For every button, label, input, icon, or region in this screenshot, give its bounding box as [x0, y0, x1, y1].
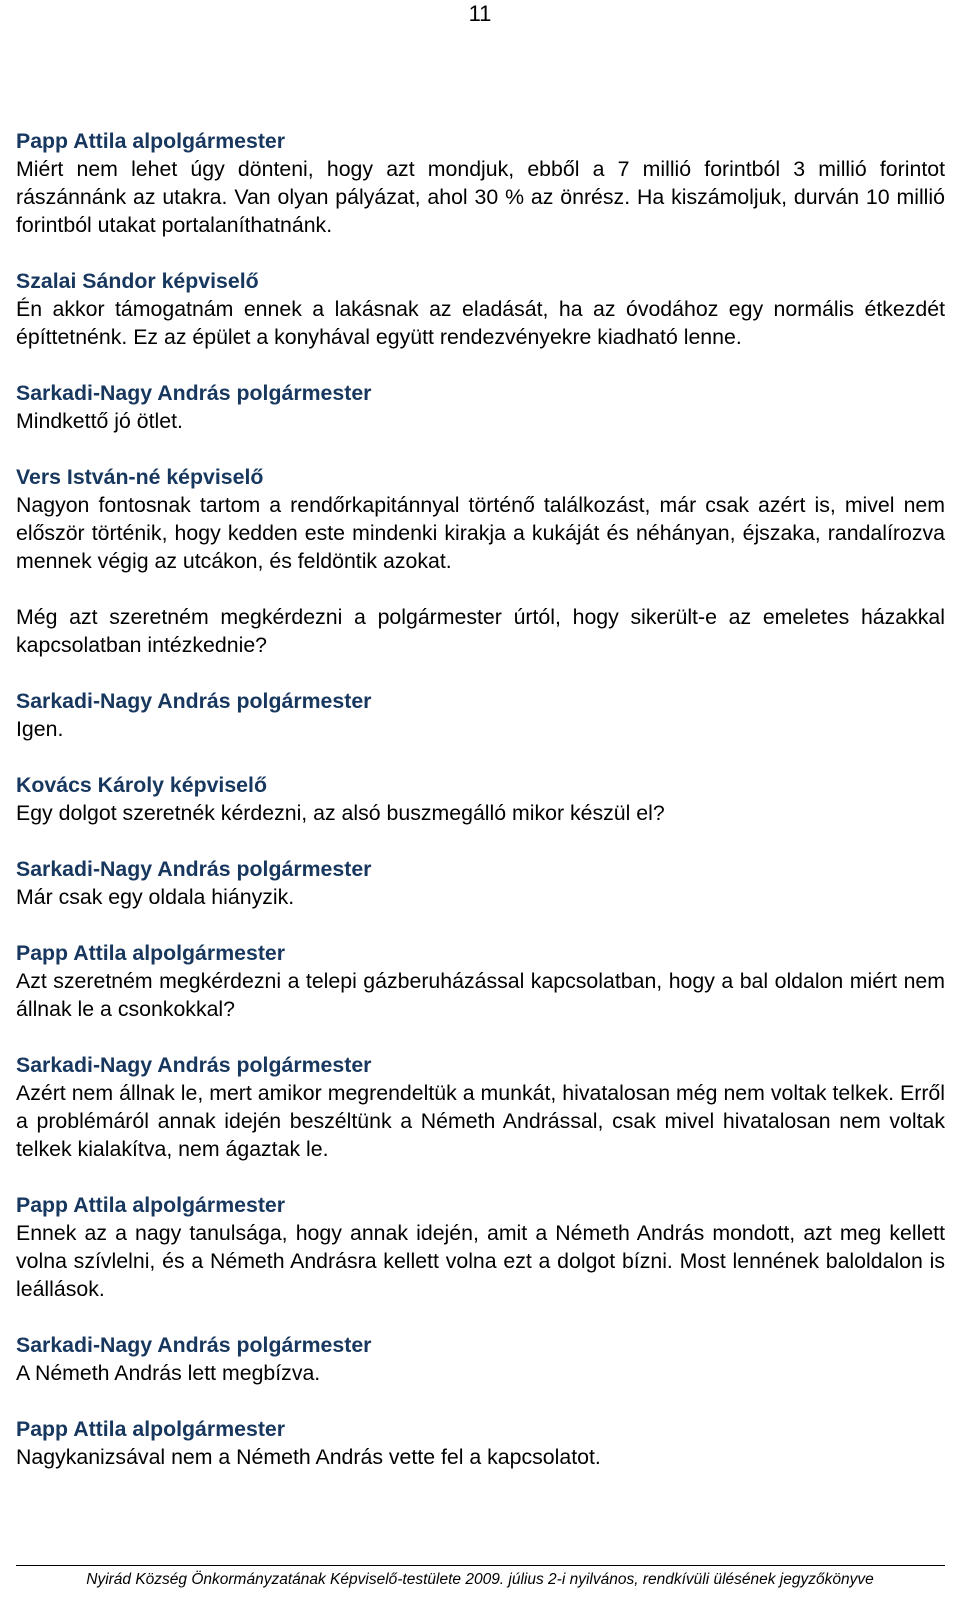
speech-text: Azért nem állnak le, mert amikor megrendeltük a munkát, hivatalosan még nem voltak telkek. Erről a problémáról annak idején beszéltünk a Németh Andrással, csak mivel hivatalosan nem voltak telkek kialakítva, nem ágaztak le.: [16, 1081, 945, 1161]
speaker-name: Vers István-né képviselő: [16, 465, 264, 489]
speech-text: Egy dolgot szeretnék kérdezni, az alsó buszmegálló mikor készül el?: [16, 801, 665, 825]
speaker-name: Sarkadi-Nagy András polgármester: [16, 689, 372, 713]
page-number: 11: [468, 1, 492, 26]
speech-text: A Németh András lett megbízva.: [16, 1361, 321, 1385]
speech-text: Ennek az a nagy tanulsága, hogy annak idején, amit a Németh András mondott, azt meg kellett volna szívlelni, és a Németh Andrásra kellett volna ezt a dolgot bízni. Most lennének baloldalon is leállások.: [16, 1221, 945, 1301]
speaker-name: Sarkadi-Nagy András polgármester: [16, 381, 372, 405]
minutes-entry: [16, 687, 945, 743]
speech-text-continued: Még azt szeretném megkérdezni a polgármester úrtól, hogy sikerült-e az emeletes házakkal kapcsolatban intézkednie?: [16, 605, 945, 657]
speech-text: Nagykanizsával nem a Németh András vette fel a kapcsolatot.: [16, 1445, 601, 1469]
speech-text: Miért nem lehet úgy dönteni, hogy azt mondjuk, ebből a 7 millió forintból 3 millió forintot rászánnánk az utakra. Van olyan pályázat, ahol 30 % az önrész. Ha kiszámoljuk, durván 10 millió forintból utakat portalaníthatnánk.: [16, 157, 945, 237]
speech-text: Azt szeretném megkérdezni a telepi gázberuházással kapcsolatban, hogy a bal oldalon miért nem állnak le a csonkokkal?: [16, 969, 945, 1021]
minutes-entry: [16, 1051, 945, 1163]
minutes-entry: [16, 127, 945, 239]
minutes-entry: [16, 771, 945, 827]
page-footer: Nyirád Község Önkormányzatának Képviselő-testülete 2009. július 2-i nyilvános, rendkívüli ülésének jegyzőkönyve: [86, 1571, 874, 1588]
speaker-name: Papp Attila alpolgármester: [16, 129, 286, 153]
speaker-name: Kovács Károly képviselő: [16, 773, 267, 797]
footer-divider: [16, 1565, 945, 1566]
speaker-name: Sarkadi-Nagy András polgármester: [16, 1053, 372, 1077]
speaker-name: Szalai Sándor képviselő: [16, 269, 259, 293]
minutes-entry: [16, 1331, 945, 1387]
minutes-entry: [16, 1415, 945, 1471]
minutes-entry: [16, 267, 945, 351]
minutes-entry: [16, 1191, 945, 1303]
speaker-name: Papp Attila alpolgármester: [16, 1193, 286, 1217]
speaker-name: Sarkadi-Nagy András polgármester: [16, 1333, 372, 1357]
speaker-name: Papp Attila alpolgármester: [16, 941, 286, 965]
speaker-name: Sarkadi-Nagy András polgármester: [16, 857, 372, 881]
speaker-name: Papp Attila alpolgármester: [16, 1417, 286, 1441]
speech-text: Nagyon fontosnak tartom a rendőrkapitánnyal történő találkozást, már csak azért is, mivel nem először történik, hogy kedden este mindenki kirakja a kukáját és néhányan, éjszaka, randalírozva mennek végig az utcákon, és feldöntik azokat.: [16, 493, 945, 573]
minutes-entry: [16, 939, 945, 1023]
speech-text: Már csak egy oldala hiányzik.: [16, 885, 295, 909]
minutes-body: [16, 127, 945, 1499]
speech-text: Igen.: [16, 717, 64, 741]
speech-text: Mindkettő jó ötlet.: [16, 409, 183, 433]
minutes-entry: [16, 379, 945, 435]
speech-text: Én akkor támogatnám ennek a lakásnak az eladását, ha az óvodához egy normális étkezdét építtetnénk. Ez az épület a konyhával együtt rendezvényekre kiadható lenne.: [16, 297, 945, 349]
minutes-entry: [16, 855, 945, 911]
minutes-entry: [16, 463, 945, 659]
